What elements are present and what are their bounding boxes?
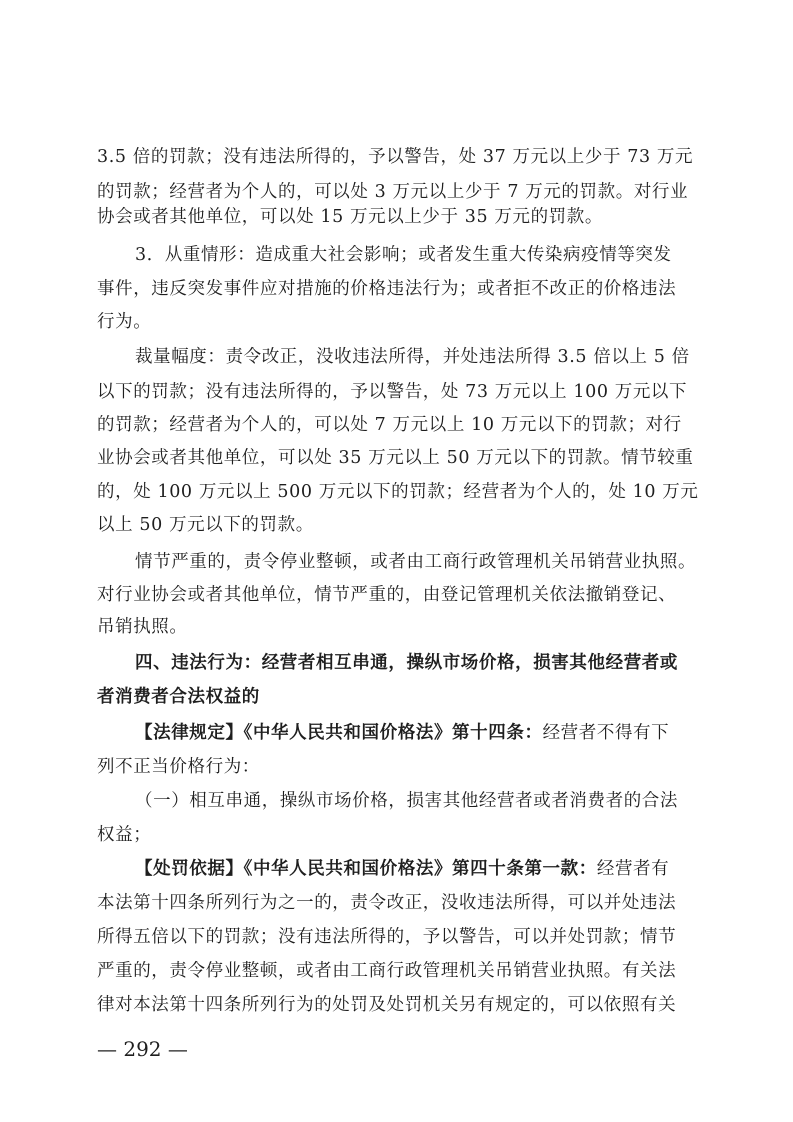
text-line: 列不正当价格行为： [97, 757, 260, 777]
text-line: 严重的，责令停业整顿，或者由工商行政管理机关吊销营业执照。有关法 [97, 961, 677, 981]
text-line: 以上 50 万元以下的罚款。 [97, 515, 314, 535]
text-line: 以下的罚款；没有违法所得的，予以警告，处 73 万元以上 100 万元以下 [97, 382, 688, 402]
text-line: 本法第十四条所列行为之一的，责令改正，没收违法所得，可以并处违法 [97, 893, 677, 913]
text-segment: 经营者有 [596, 859, 670, 879]
penalty-basis-label: 【处罚依据】《中华人民共和国价格法》第四十条第一款： [135, 859, 597, 879]
text-line: 律对本法第十四条所列行为的处罚及处罚机关另有规定的，可以依照有关 [97, 995, 677, 1015]
section-heading: 者消费者合法权益的 [97, 687, 260, 707]
text-line: 行为。 [97, 312, 152, 332]
law-provision-label: 【法律规定】《中华人民共和国价格法》第十四条： [135, 723, 543, 743]
text-line: 情节严重的，责令停业整顿，或者由工商行政管理机关吊销营业执照。 [135, 552, 697, 572]
text-line: 的罚款；经营者为个人的，可以处 3 万元以上少于 7 万元的罚款。对行业 [97, 182, 689, 202]
text-line: 3.5 倍的罚款；没有违法所得的，予以警告，处 37 万元以上少于 73 万元 [97, 147, 694, 167]
text-line: 事件，违反突发事件应对措施的价格违法行为；或者拒不改正的价格违法 [97, 279, 677, 299]
text-line: 3．从重情形：造成重大社会影响；或者发生重大传染病疫情等突发 [135, 245, 672, 265]
text-line: 所得五倍以下的罚款；没有违法所得的，予以警告，可以并处罚款；情节 [97, 927, 677, 947]
text-line: 权益； [97, 825, 152, 845]
penalty-basis-line [135, 852, 669, 886]
text-line: （一）相互串通，操纵市场价格，损害其他经营者或者消费者的合法 [135, 791, 678, 811]
section-heading: 四、违法行为：经营者相互串通，操纵市场价格，损害其他经营者或 [135, 653, 678, 673]
text-line: 协会或者其他单位，可以处 15 万元以上少于 35 万元的罚款。 [97, 207, 603, 227]
law-provision-line [135, 716, 669, 750]
text-line: 裁量幅度：责令改正，没收违法所得，并处违法所得 3.5 倍以上 5 倍 [135, 347, 690, 367]
text-line: 的，处 100 万元以上 500 万元以下的罚款；经营者为个人的，处 10 万元 [97, 482, 699, 502]
text-line: 业协会或者其他单位，可以处 35 万元以上 50 万元以下的罚款。情节较重 [97, 448, 694, 468]
text-segment: 经营者不得有下 [542, 723, 670, 743]
text-line: 对行业协会或者其他单位，情节严重的，由登记管理机关依法撤销登记、 [97, 585, 677, 605]
text-line: 吊销执照。 [97, 617, 188, 637]
page-number: — 292 — [97, 1037, 188, 1061]
text-line: 的罚款；经营者为个人的，可以处 7 万元以上 10 万元以下的罚款；对行 [97, 415, 682, 435]
